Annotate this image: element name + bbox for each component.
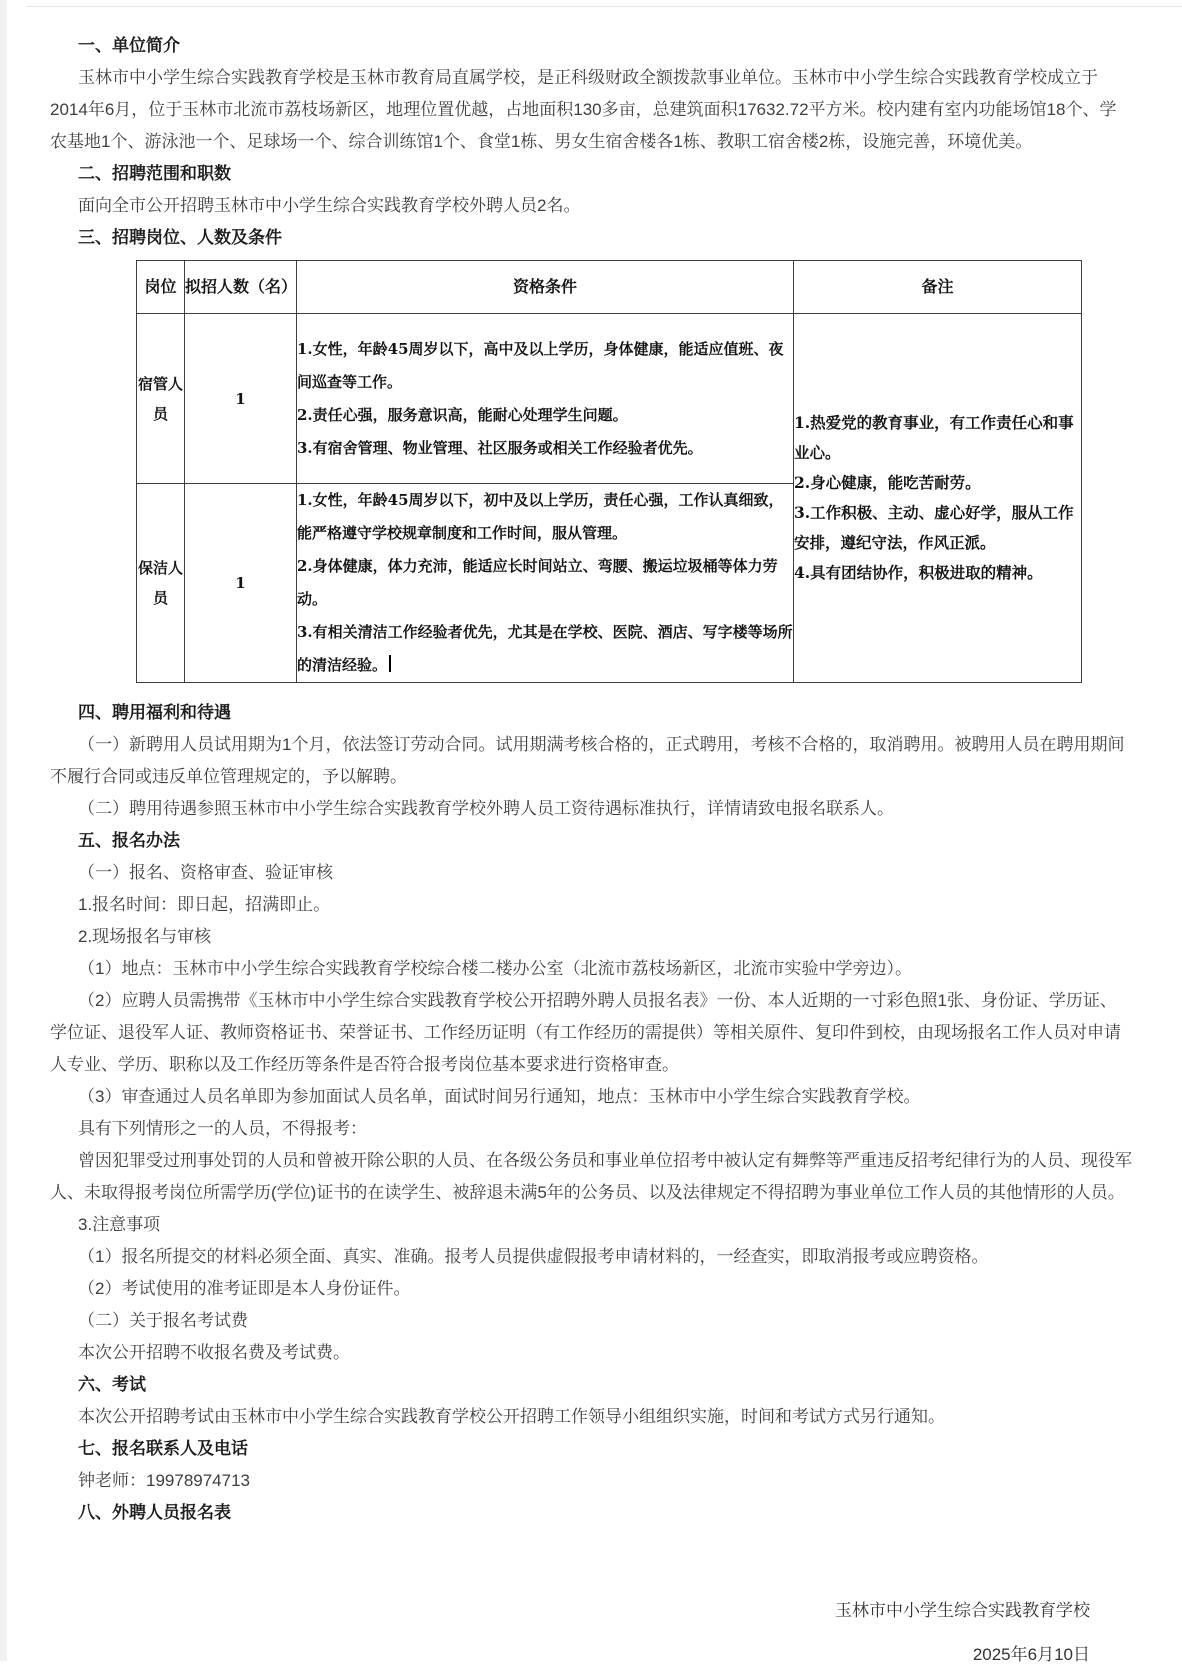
positions-table — [136, 260, 1082, 683]
section-1-heading: 一、单位简介 — [78, 36, 180, 55]
exam-paragraph: 本次公开招聘考试由玉林市中小学生综合实践教育学校公开招聘工作领导小组组织实施，时间和考试方式另行通知。 — [78, 1407, 945, 1426]
application-paragraph-12: （二）关于报名考试费 — [78, 1311, 248, 1330]
text-cursor — [389, 655, 391, 672]
signature-org: 玉林市中小学生综合实践教育学校 — [835, 1601, 1090, 1620]
header-qualifications: 资格条件 — [297, 261, 794, 314]
application-paragraph-13: 本次公开招聘不收报名费及考试费。 — [78, 1343, 350, 1362]
application-paragraph-7: 具有下列情形之一的人员，不得报考： — [78, 1119, 367, 1138]
application-paragraph-10: （1）报名所提交的材料必须全面、真实、准确。报考人员提供虚假报考申请材料的，一经查实，即取消报考或应聘资格。 — [78, 1247, 989, 1266]
post-name: 保洁人员 — [137, 484, 185, 683]
post-qualifications — [297, 484, 794, 683]
table-header-row — [137, 261, 1082, 314]
section-5-heading: 五、报名办法 — [78, 831, 180, 850]
section-6-heading: 六、考试 — [78, 1375, 146, 1394]
window-left-edge — [0, 0, 7, 1661]
section-1-paragraph: 玉林市中小学生综合实践教育学校是玉林市教育局直属学校，是正科级财政全额拨款事业单位。玉林市中小学生综合实践教育学校成立于2014年6月，位于玉林市北流市荔枝场新区，地理位置优越，占地面积130多亩，总建筑面积17632.72平方米。校内建有室内功能场馆18个、学农基地1个、游泳池一个、足球场一个、综合训练馆1个、食堂1栋、男女生宿舍楼各1栋、教职工宿舍楼2栋，设施完善，环境优美。 — [50, 68, 1117, 151]
post-count: 1 — [185, 314, 297, 484]
section-2-heading: 二、招聘范围和职数 — [78, 164, 231, 183]
table-row — [137, 314, 1082, 484]
application-paragraph-8: 曾因犯罪受过刑事处罚的人员和曾被开除公职的人员、在各级公务员和事业单位招考中被认定有舞弊等严重违反招考纪律行为的人员、现役军人、未取得报考岗位所需学历(学位)证书的在读学生、被辞退未满5年的公务员、以及法律规定不得招聘为事业单位工作人员的其他情形的人员。 — [50, 1151, 1132, 1202]
page-top-divider — [26, 6, 1182, 7]
welfare-paragraph-2: （二）聘用待遇参照玉林市中小学生综合实践教育学校外聘人员工资待遇标准执行，详情请致电报名联系人。 — [78, 799, 894, 818]
application-paragraph-11: （2）考试使用的准考证即是本人身份证件。 — [78, 1279, 411, 1298]
header-post: 岗位 — [137, 261, 185, 314]
signature-block — [50, 1589, 1132, 1677]
remark-item: 3.工作积极、主动、虚心好学，服从工作安排，遵纪守法，作风正派。 — [794, 503, 1074, 552]
qualification-item: 3.有相关清洁工作经验者优先，尤其是在学校、医院、酒店、写字楼等场所的清洁经验。 — [297, 623, 793, 674]
qualification-item: 1.女性，年龄45周岁以下，高中及以上学历，身体健康，能适应值班、夜间巡查等工作。 — [297, 339, 784, 391]
application-paragraph-1: （一）报名、资格审查、验证审核 — [78, 863, 333, 882]
remark-item: 1.热爱党的教育事业，有工作责任心和事业心。 — [794, 413, 1074, 462]
application-paragraph-4: （1）地点：玉林市中小学生综合实践教育学校综合楼二楼办公室（北流市荔枝场新区，北流市实验中学旁边）。 — [78, 959, 912, 978]
section-4-heading: 四、聘用福利和待遇 — [78, 703, 231, 722]
application-paragraph-3: 2.现场报名与审核 — [78, 927, 212, 946]
qualification-item: 3.有宿舍管理、物业管理、社区服务或相关工作经验者优先。 — [297, 438, 703, 457]
signature-date: 2025年6月10日 — [972, 1645, 1090, 1664]
section-7-heading: 七、报名联系人及电话 — [78, 1439, 248, 1458]
contact-phone: 钟老师：19978974713 — [78, 1471, 251, 1490]
welfare-paragraph-1: （一）新聘用人员试用期为1个月，依法签订劳动合同。试用期满考核合格的，正式聘用，考核不合格的，取消聘用。被聘用人员在聘用期间不履行合同或违反单位管理规定的，予以解聘。 — [50, 735, 1125, 786]
remark-item: 2.身心健康，能吃苦耐劳。 — [794, 473, 981, 492]
header-count: 拟招人数（名） — [185, 261, 297, 314]
section-2-paragraph: 面向全市公开招聘玉林市中小学生综合实践教育学校外聘人员2名。 — [78, 196, 581, 215]
application-paragraph-9: 3.注意事项 — [78, 1215, 161, 1234]
qualification-item: 2.身体健康，体力充沛，能适应长时间站立、弯腰、搬运垃圾桶等体力劳动。 — [297, 557, 778, 608]
header-remark: 备注 — [794, 261, 1082, 314]
post-count: 1 — [185, 484, 297, 683]
remark-item: 4.具有团结协作，积极进取的精神。 — [794, 563, 1043, 582]
section-8-heading: 八、外聘人员报名表 — [78, 1503, 231, 1522]
remark-cell — [794, 314, 1082, 683]
section-3-heading: 三、招聘岗位、人数及条件 — [78, 228, 282, 247]
qualification-item: 2.责任心强，服务意识高，能耐心处理学生问题。 — [297, 405, 628, 424]
post-qualifications — [297, 314, 794, 484]
qualification-item: 1.女性，年龄45周岁以下，初中及以上学历，责任心强，工作认真细致，能严格遵守学校规章制度和工作时间，服从管理。 — [297, 491, 784, 542]
application-paragraph-6: （3）审查通过人员名单即为参加面试人员名单，面试时间另行通知，地点：玉林市中小学生综合实践教育学校。 — [78, 1087, 921, 1106]
application-paragraph-2: 1.报名时间：即日起，招满即止。 — [78, 895, 331, 914]
application-paragraph-5: （2）应聘人员需携带《玉林市中小学生综合实践教育学校公开招聘外聘人员报名表》一份、本人近期的一寸彩色照1张、身份证、学历证、学位证、退役军人证、教师资格证书、荣誉证书、工作经历证明（有工作经历的需提供）等相关原件、复印件到校，由现场报名工作人员对申请人专业、学历、职称以及工作经历等条件是否符合报考岗位基本要求进行资格审查。 — [50, 991, 1121, 1074]
post-name: 宿管人员 — [137, 314, 185, 484]
